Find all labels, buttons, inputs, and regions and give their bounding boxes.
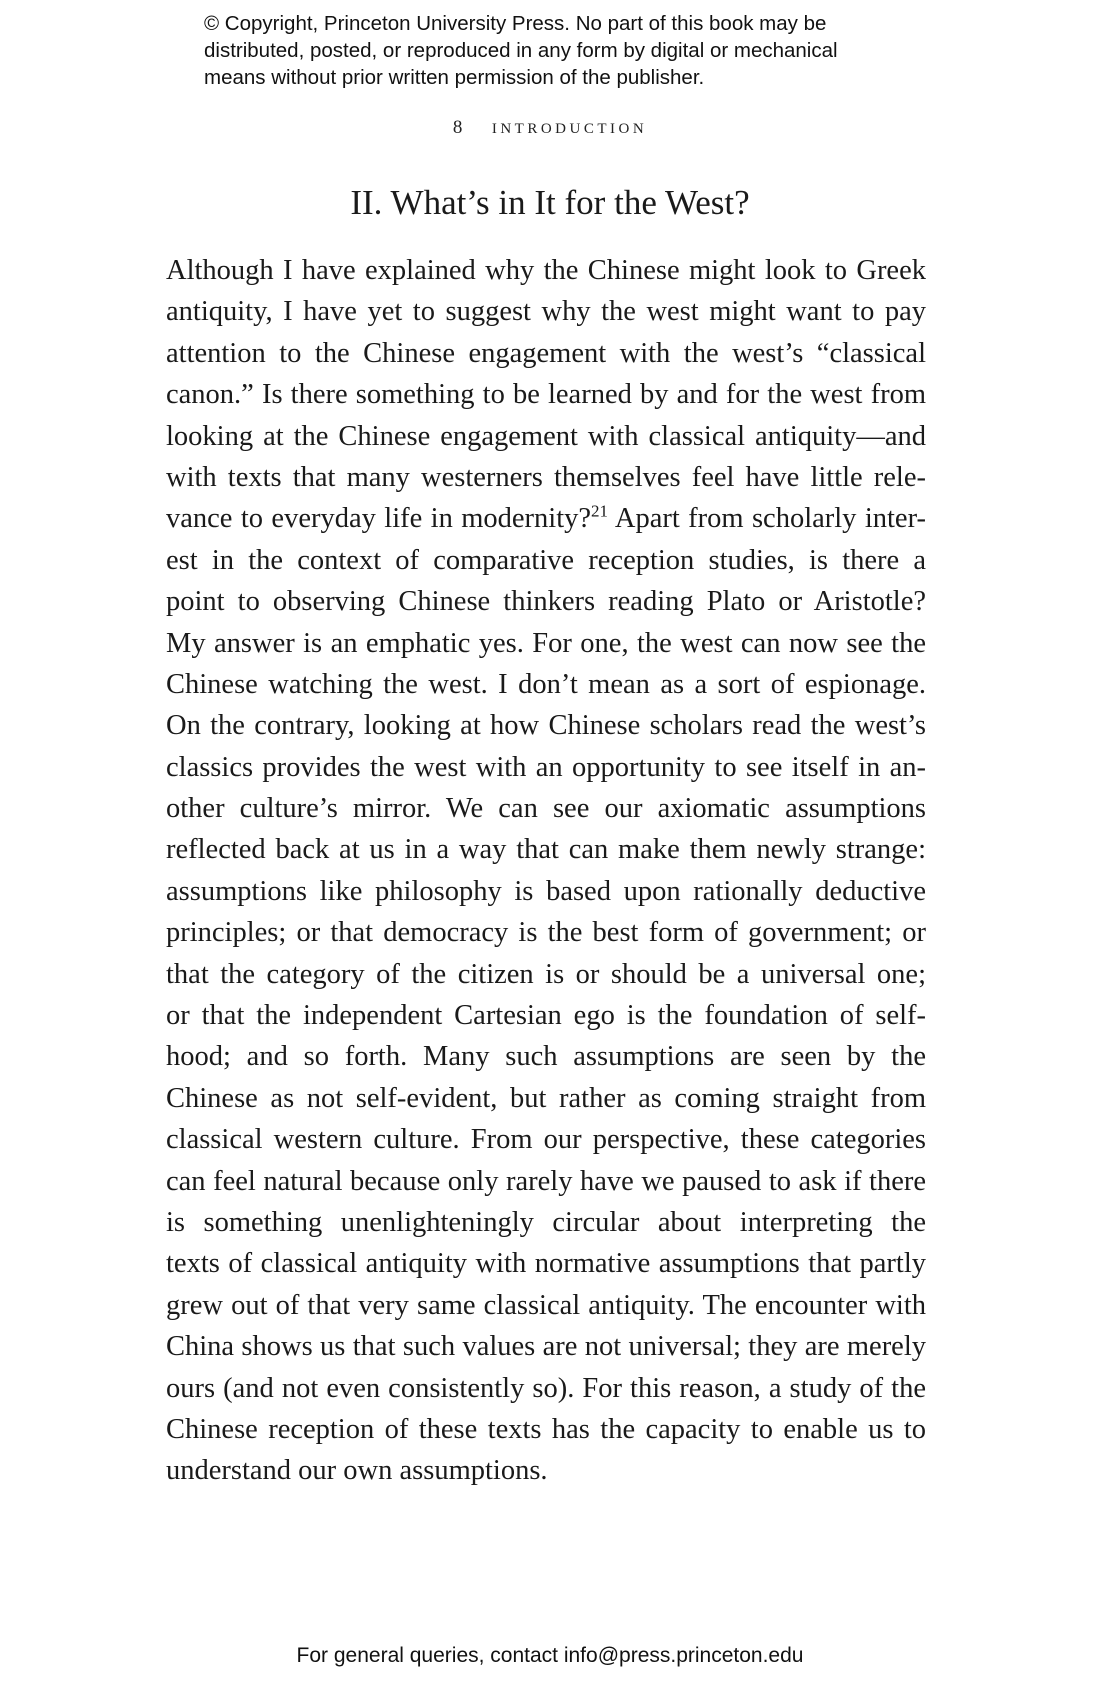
footnote-reference[interactable]: 21	[591, 501, 609, 521]
text-line: attention to the Chinese engagement with the west’s “classical	[166, 337, 926, 369]
text-line: grew out of that very same classical antiquity. The encounter with	[166, 1289, 926, 1321]
copyright-line: distributed, posted, or reproduced in any form by digital or mechanical	[204, 39, 838, 62]
copyright-notice	[204, 10, 924, 91]
text-line: assumptions like philosophy is based upon rationally deductive	[166, 875, 926, 907]
text-line: My answer is an emphatic yes. For one, the west can now see the	[166, 627, 926, 659]
text-line: classical western culture. From our perspective, these categories	[166, 1124, 926, 1156]
text-line: China shows us that such values are not universal; they are merely	[166, 1331, 926, 1363]
text-line: Chinese reception of these texts has the capacity to enable us to	[166, 1413, 926, 1445]
text-line: that the category of the citizen is or should be a universal one;	[166, 958, 926, 990]
copyright-line: means without prior written permission of the publisher.	[204, 66, 705, 89]
text-line: ours (and not even consistently so). For this reason, a study of the	[166, 1372, 926, 1404]
footer-contact: For general queries, contact info@press.princeton.edu	[296, 1644, 804, 1667]
section-heading: II. What’s in It for the West?	[350, 183, 750, 222]
text-line: principles; or that democracy is the best form of government; or	[166, 917, 926, 949]
page-number: 8	[452, 117, 463, 138]
text-line-with-footnote	[166, 498, 926, 539]
text-line: antiquity, I have yet to suggest why the west might want to pay	[166, 296, 926, 328]
text-line: or that the independent Cartesian ego is the foundation of self-	[166, 1000, 926, 1032]
text-line: texts of classical antiquity with normative assumptions that partly	[166, 1248, 926, 1280]
copyright-line: © Copyright, Princeton University Press. No part of this book may be	[204, 12, 827, 35]
text-line-last: understand our own assumptions.	[166, 1455, 548, 1487]
text-line: Chinese watching the west. I don’t mean as a sort of espionage.	[166, 668, 926, 700]
text-line: looking at the Chinese engagement with classical antiquity—and	[166, 420, 926, 452]
text-line: est in the context of comparative reception studies, is there a	[166, 544, 926, 576]
text-line: is something unenlighteningly circular about interpreting the	[166, 1206, 926, 1238]
text-line: other culture’s mirror. We can see our axiomatic assumptions	[166, 793, 926, 825]
running-head	[0, 113, 1100, 139]
text-line: point to observing Chinese thinkers reading Plato or Aristotle?	[166, 586, 926, 618]
text-line: classics provides the west with an opportunity to see itself in an-	[166, 751, 926, 783]
text-line: Although I have explained why the Chinese might look to Greek	[166, 255, 926, 286]
text-fragment: vance to everyday life in modernity?	[166, 503, 592, 535]
text-fragment: Apart from scholarly inter-	[608, 503, 926, 535]
running-head-title: introduction	[491, 113, 648, 138]
text-line: canon.” Is there something to be learned by and for the west from	[166, 379, 926, 411]
text-line: reflected back at us in a way that can make them newly strange:	[166, 834, 926, 866]
text-line: Chinese as not self-evident, but rather as coming straight from	[166, 1082, 926, 1114]
text-line: with texts that many westerners themselves feel have little rele-	[166, 461, 926, 493]
text-line: hood; and so forth. Many such assumptions are seen by the	[166, 1041, 926, 1073]
body-paragraph	[166, 250, 926, 1492]
text-line: can feel natural because only rarely have we paused to ask if there	[166, 1165, 926, 1197]
text-line: On the contrary, looking at how Chinese scholars read the west’s	[166, 710, 926, 742]
